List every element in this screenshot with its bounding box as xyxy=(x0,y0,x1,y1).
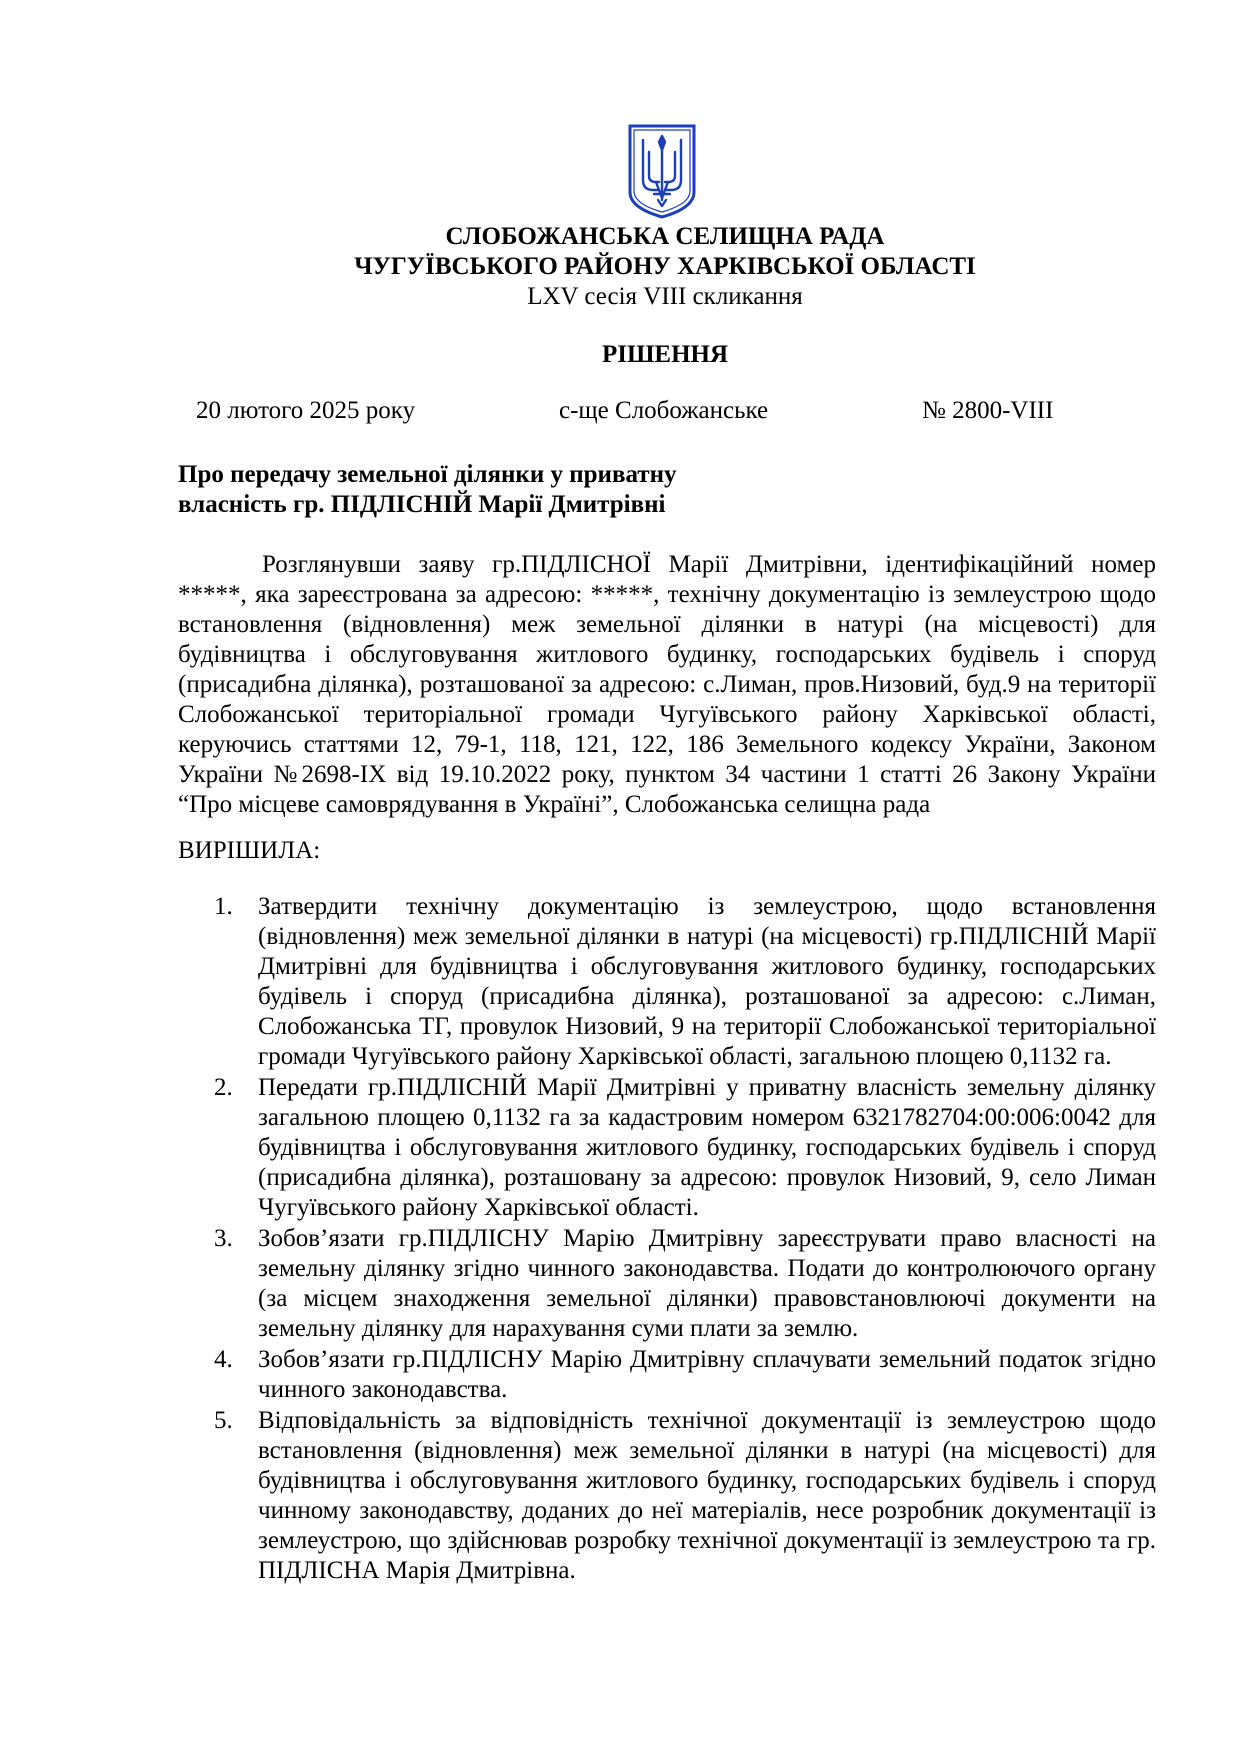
item-text: Відповідальність за відповідність технічної документації із землеустрою щодо встановлення (відновлення) меж земельної ділянки в натурі (на місцевості) для будівництва і обслуговування житлового будинку, господарських будівель і споруд чинному законодавству, доданих до неї матеріалів, несе розробник документації із землеустрою, що здійснював розробку технічної документації із землеустрою та гр. ПІДЛІСНА Марія Дмитрівна. xyxy=(258,1407,1156,1584)
coat-of-arms-icon xyxy=(626,122,698,220)
document-type-title: РІШЕННЯ xyxy=(601,341,729,368)
list-item xyxy=(178,1406,1156,1586)
item-text: Зобов’язати гр.ПІДЛІСНУ Марію Дмитрівну сплачувати земельний податок згідно чинного законодавства. xyxy=(258,1346,1156,1403)
council-name: СЛОБОЖАНСЬКА СЕЛИЩНА РАДА xyxy=(445,223,885,250)
decision-items-list xyxy=(178,892,1156,1587)
item-number: 5. xyxy=(214,1407,233,1434)
decision-subject xyxy=(178,460,677,520)
district-region-name: ЧУГУЇВСЬКОГО РАЙОНУ ХАРКІВСЬКОЇ ОБЛАСТІ xyxy=(354,253,976,280)
subject-line-1: Про передачу земельної ділянки у приватну xyxy=(178,461,677,488)
decision-date: 20 лютого 2025 року xyxy=(196,397,416,424)
session-info: LXV сесія VIII скликання xyxy=(527,283,803,310)
list-item xyxy=(178,1345,1156,1405)
item-text: Зобов’язати гр.ПІДЛІСНУ Марію Дмитрівну зареєструвати право власності на земельну ділянку згідно чинного законодавства. Подати до контролюючого органу (за місцем знаходження земельної ділянки) правовстановлюючі документи на земельну ділянку для нарахування суми плати за землю. xyxy=(258,1225,1156,1342)
item-number: 4. xyxy=(214,1346,233,1373)
subject-line-2: власність гр. ПІДЛІСНІЙ Марії Дмитрівні xyxy=(178,491,666,518)
item-number: 2. xyxy=(214,1074,233,1101)
preamble-paragraph: Розглянувши заяву гр.ПІДЛІСНОЇ Марії Дмитрівни, ідентифікаційний номер *****, яка зареєстрована за адресою: *****, технічну документацію із землеустрою щодо встановлення (відновлення) меж земельної ділянки в натурі (на місцевості) для будівництва і обслуговування житлового будинку, господарських будівель і споруд (присадибна ділянка), розташованої за адресою: с.Лиман, пров.Низовий, буд.9 на території Слобожанської територіальної громади Чугуївського району Харківської області, керуючись статтями 12, 79-1, 118, 121, 122, 186 Земельного кодексу України, Законом України №2698-IX від 19.10.2022 року, пунктом 34 частини 1 статті 26 Закону України “Про місцеве самоврядування в Україні”, Слобожанська селищна рада xyxy=(178,551,1156,818)
decision-place: с-ще Слобожанське xyxy=(559,397,769,424)
list-item xyxy=(178,1073,1156,1223)
item-number: 3. xyxy=(214,1225,233,1252)
decision-number: № 2800-VIII xyxy=(922,397,1054,424)
resolved-label: ВИРІШИЛА: xyxy=(178,837,321,864)
item-text: Затвердити технічну документацію із землеустрою, щодо встановлення (відновлення) меж земельної ділянки в натурі (на місцевості) гр.ПІДЛІСНІЙ Марії Дмитрівні для будівництва і обслуговування житлового будинку, господарських будівель і споруд (присадибна ділянка), розташованої за адресою: с.Лиман, Слобожанська ТГ, провулок Низовий, 9 на території Слобожанської територіальної громади Чугуївського району Харківської області, загальною площею 0,1132 га. xyxy=(258,893,1156,1070)
item-number: 1. xyxy=(214,893,233,920)
item-text: Передати гр.ПІДЛІСНІЙ Марії Дмитрівні у приватну власність земельну ділянку загальною площею 0,1132 га за кадастровим номером 6321782704:00:006:0042 для будівництва і обслуговування житлового будинку, господарських будівель і споруд (присадибна ділянка), розташовану за адресою: провулок Низовий, 9, село Лиман Чугуївського району Харківської області. xyxy=(258,1074,1156,1221)
list-item xyxy=(178,1224,1156,1344)
list-item xyxy=(178,892,1156,1072)
